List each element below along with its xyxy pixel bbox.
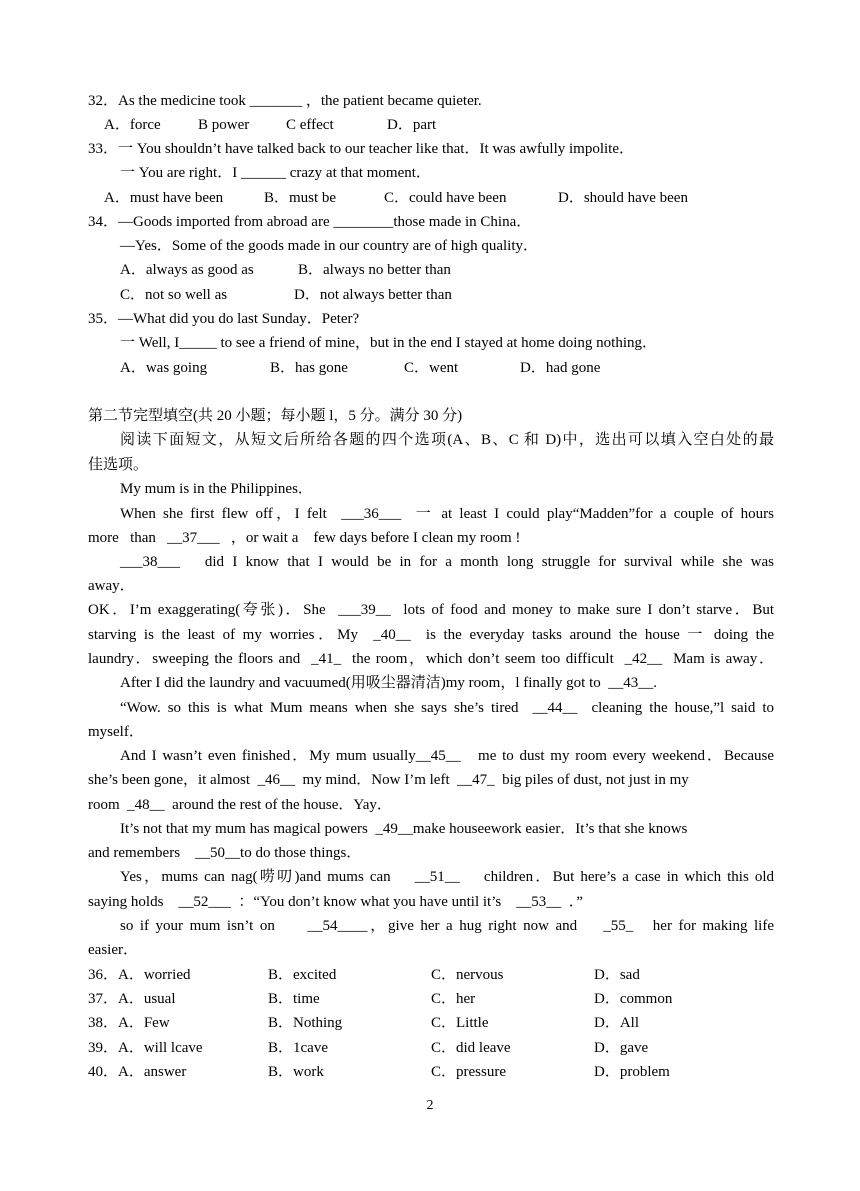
passage-line: more than __37___ ，or wait a few days before I clean my room !	[88, 530, 521, 546]
passage-line: away．	[88, 578, 135, 594]
q34-line1: 34．—Goods imported from abroad are ________those made in China．	[88, 214, 532, 230]
choice-row-40	[88, 1062, 778, 1082]
choice-a: 36．A．worried	[88, 967, 191, 983]
passage-line: Yes，mums can nag(唠叨)and mums can __51__ children．But here’s a case in which this old	[120, 869, 774, 885]
q34-options-row2	[120, 285, 774, 305]
passage-line: room _48__ around the rest of the house．Yay．	[88, 797, 392, 813]
section-heading: 第二节完型填空(共 20 小题；每小题 l，5 分。满分 30 分)	[88, 408, 463, 424]
page-number: 2	[426, 1098, 434, 1113]
q32-stem: 32．As the medicine took _______ ，the patient became quieter.	[88, 93, 482, 109]
choice-a: 40．A．answer	[88, 1064, 187, 1080]
choice-b: B．time	[268, 991, 320, 1007]
q32-option-a: A．force	[104, 117, 161, 133]
choice-row-37	[88, 989, 778, 1009]
q32-option-d: D．part	[387, 117, 437, 133]
choice-row-38	[88, 1013, 778, 1033]
q34-line2: —Yes．Some of the goods made in our country are of high quality．	[120, 238, 539, 254]
q32-option-c: C effect	[286, 117, 334, 133]
q33-line2: 一 You are right．I ______ crazy at that moment．	[120, 165, 431, 181]
passage-line: ___38___ did I know that I would be in for a month long struggle for survival while she was	[120, 554, 774, 570]
choice-d: D．common	[594, 991, 673, 1007]
choice-a: 37．A．usual	[88, 991, 176, 1007]
choice-a: 38．A．Few	[88, 1015, 170, 1031]
choice-b: B．excited	[268, 967, 337, 983]
choice-c: C．her	[431, 991, 476, 1007]
q34-options-row1	[120, 260, 774, 280]
passage-line: myself．	[88, 724, 144, 740]
choice-b: B．work	[268, 1064, 324, 1080]
q33-options	[104, 188, 774, 208]
choice-c: C．nervous	[431, 967, 504, 983]
passage-line: My mum is in the Philippines．	[120, 481, 313, 497]
passage-line: “Wow. so this is what Mum means when she says she’s tired __44__ cleaning the house,”l said to	[120, 700, 774, 716]
q33-option-c: C．could have been	[384, 190, 507, 206]
choice-row-36	[88, 965, 778, 985]
choice-b: B．Nothing	[268, 1015, 343, 1031]
passage-line: saying holds __52___ ：“You don’t know what you have until it’s __53__ ．”	[88, 894, 583, 910]
q35-option-c: C．went	[404, 360, 459, 376]
q33-line1: 33．一 You shouldn’t have talked back to our teacher like that．It was awfully impolite．	[88, 141, 635, 157]
passage-line: It’s not that my mum has magical powers _49__make houseework easier．It’s that she knows	[120, 821, 688, 837]
passage-line: When she first flew off，I felt ___36___ 一 at least I could play“Madden”for a couple of hours	[120, 506, 774, 522]
q34-option-d: D．not always better than	[294, 287, 452, 303]
passage-line: And I wasn’t even finished．My mum usually__45__ me to dust my room every weekend．Because	[120, 748, 774, 764]
q35-option-d: D．had gone	[520, 360, 601, 376]
section-instruction-line1: 阅读下面短文，从短文后所给各题的四个选项(A、B、C 和 D)中，选出可以填入空白处的最	[120, 432, 774, 448]
choice-b: B．1cave	[268, 1040, 328, 1056]
q34-option-b: B．always no better than	[298, 262, 451, 278]
q35-options	[120, 358, 774, 378]
choice-d: D．gave	[594, 1040, 649, 1056]
q33-option-a: A．must have been	[104, 190, 224, 206]
q35-line1: 35．—What did you do last Sunday．Peter?	[88, 311, 360, 327]
q32-option-b: B power	[198, 117, 250, 133]
choice-a: 39．A．will lcave	[88, 1040, 203, 1056]
choice-d: D．sad	[594, 967, 640, 983]
passage-line: she’s been gone，it almost _46__ my mind．Now I’m left __47_ big piles of dust, not just in my	[88, 772, 689, 788]
choice-c: C．Little	[431, 1015, 489, 1031]
q35-option-b: B．has gone	[270, 360, 348, 376]
q33-option-b: B．must be	[264, 190, 337, 206]
passage-line: easier．	[88, 942, 138, 958]
q34-option-c: C．not so well as	[120, 287, 228, 303]
passage-line: so if your mum isn’t on __54____，give her a hug right now and _55_ her for making life	[120, 918, 774, 934]
q34-option-a: A．always as good as	[120, 262, 254, 278]
choice-c: C．pressure	[431, 1064, 506, 1080]
choice-d: D．problem	[594, 1064, 670, 1080]
choice-row-39	[88, 1038, 778, 1058]
section-instruction-line2: 佳选项。	[88, 457, 149, 473]
q35-option-a: A．was going	[120, 360, 208, 376]
passage-line: starving is the least of my worries．My _40__ is the everyday tasks around the house 一 doing the	[88, 627, 774, 643]
passage-line: After I did the laundry and vacuumed(用吸尘器清洁)my room，l finally got to __43__.	[120, 675, 657, 691]
q32-options	[104, 115, 774, 135]
choice-d: D．All	[594, 1015, 640, 1031]
q35-line2: 一 Well, I_____ to see a friend of mine，but in the end I stayed at home doing nothing．	[120, 335, 658, 351]
q33-option-d: D．should have been	[558, 190, 688, 206]
passage-line: OK．I’m exaggerating(夸张)．She ___39__ lots of food and money to make sure I don’t starve．But	[88, 602, 774, 618]
passage-line: laundry．sweeping the floors and _41_ the room，which don’t seem too difficult _42__ Mam is away．	[88, 651, 774, 667]
choice-c: C．did leave	[431, 1040, 511, 1056]
passage-line: and remembers __50__to do those things．	[88, 845, 362, 861]
